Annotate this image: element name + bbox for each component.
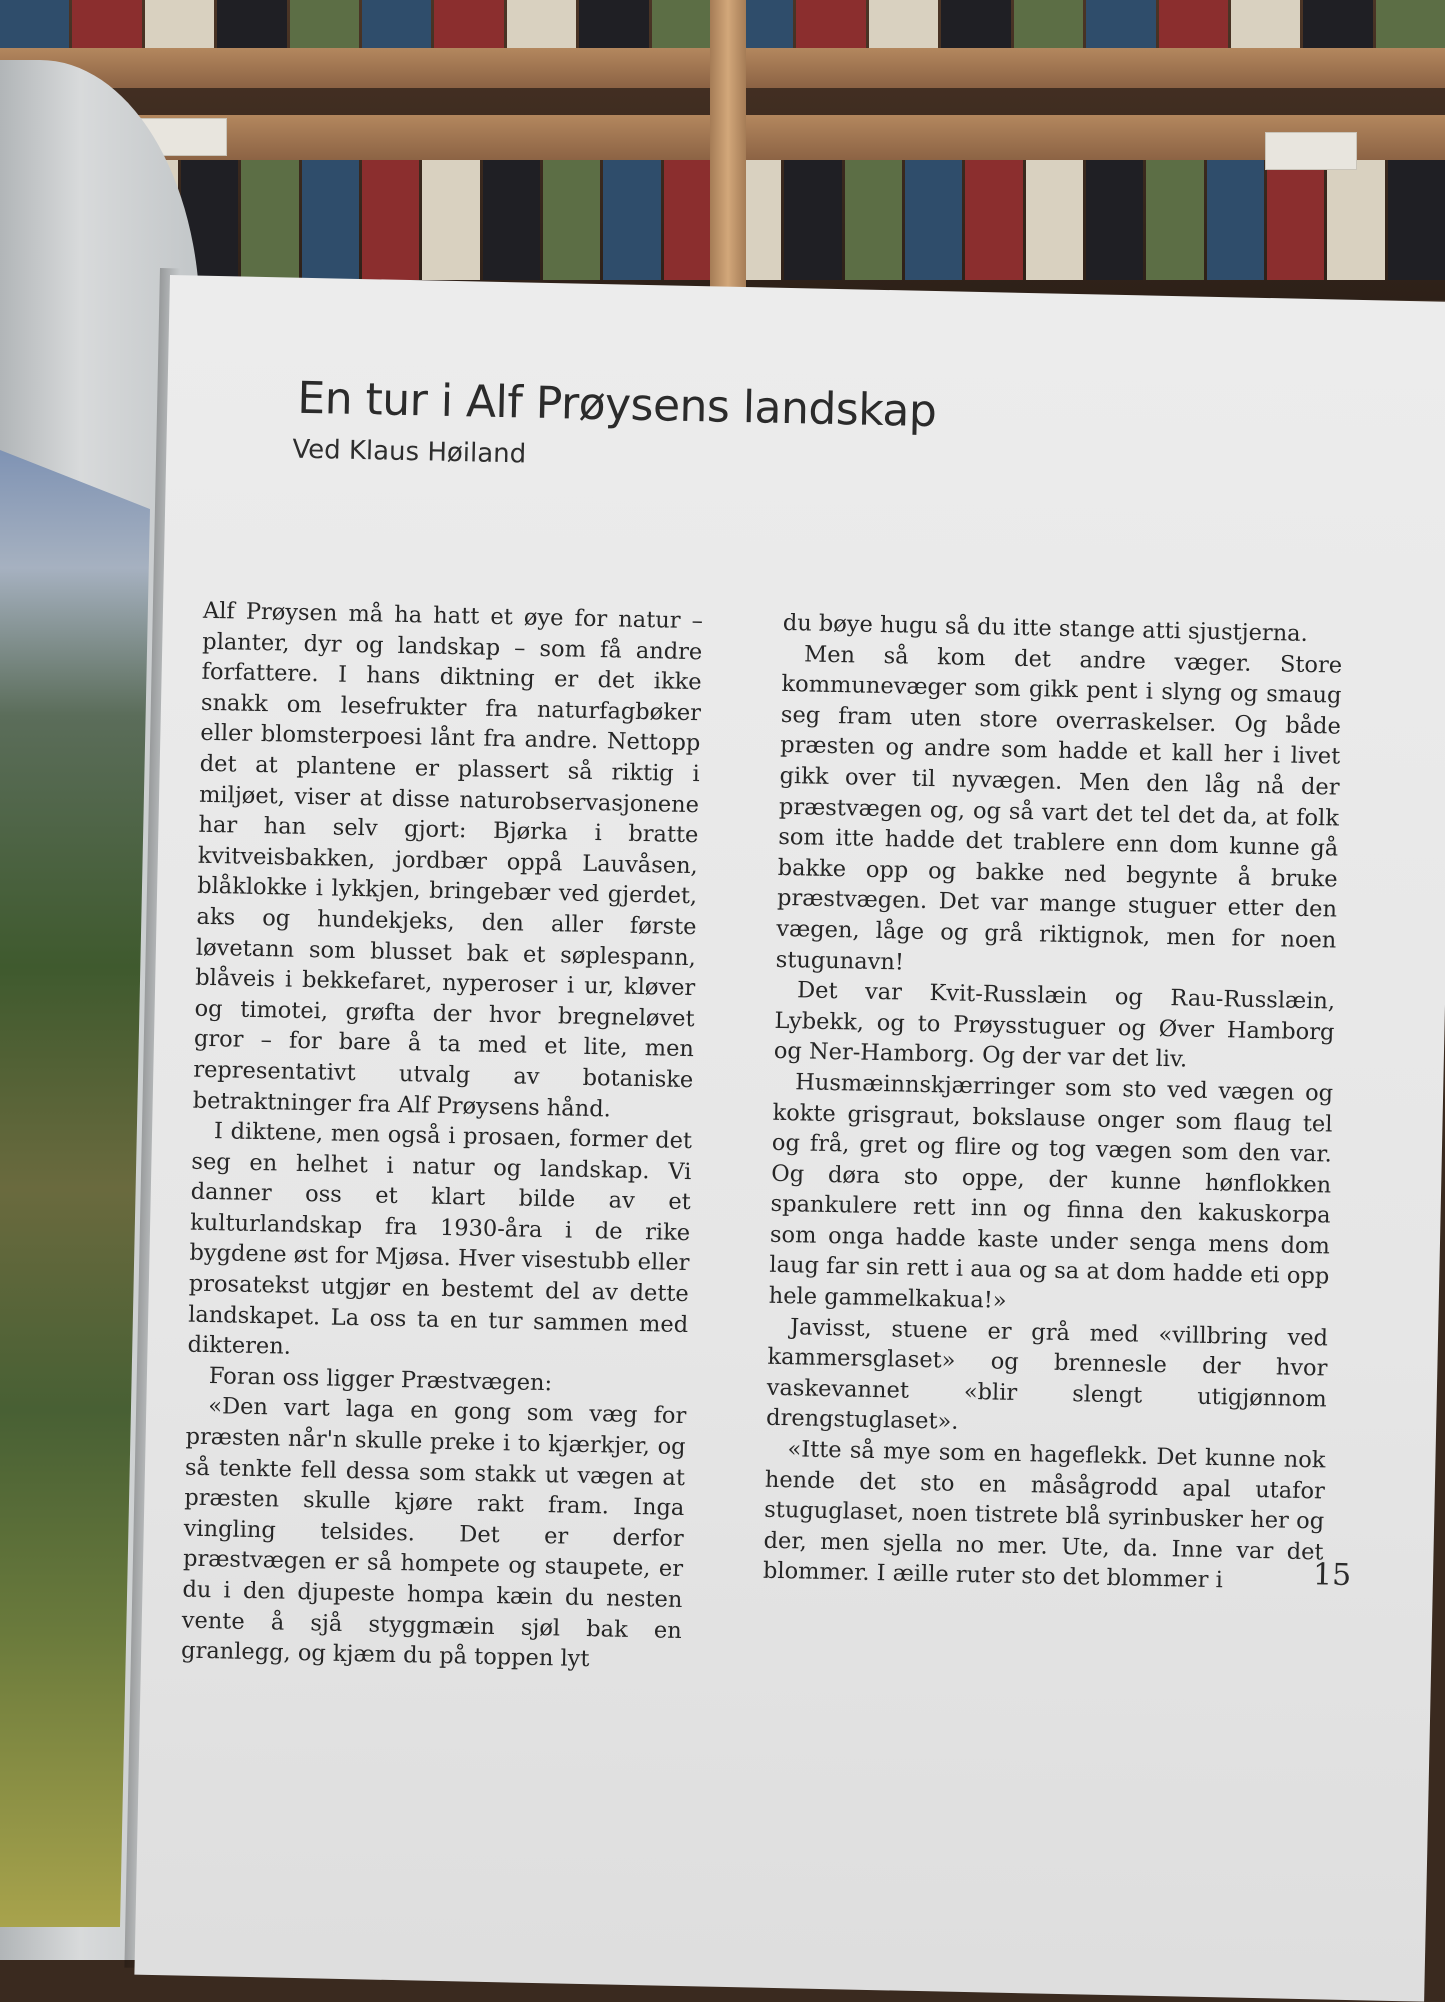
article-byline: Ved Klaus Høiland — [292, 434, 527, 470]
paragraph: Husmæinnskjærringer som sto ved vægen og kokte grisgraut, bokslause onger som flaug tel og frå, gret og flire og tog vægen som den var. Og døra sto oppe, der kunne hønflokken spankulere rett inn og finna den kakuskorpa som onga hadde kaste under senga mens dom laug far sin rett i aua og sa at dom hadde eti opp hele gammelkakua!» — [768, 1069, 1334, 1314]
paragraph: Alf Prøysen må ha hatt et øye for natur – planter, dyr og landskap – som få andre forfattere. I hans diktning er det ikke snakk om lesefrukter fra naturfagbøker eller blomsterpoesi lånt fra andre. Nettopp det at plantene er plassert så riktig i miljøet, viser at disse naturobservasjonene har han selv gjort: Bjørka i bratte kvitveisbakken, jordbær oppå Lauvåsen, blåklokke i lykkjen, bringebær ved gjerdet, aks og hundekjeks, den aller første løvetann som blusset bak et søplespann, blåveis i bekkefaret, nyperoser i ur, kløver og timotei, grøfta der hvor bregneløvet gror – for bare å ta med et lite, men representativt utvalg av botaniske betraktninger fra Alf Prøysens hånd. — [192, 597, 704, 1122]
book-page — [134, 275, 1445, 2002]
paragraph: Javisst, stuene er grå med «villbring ved kammersglaset» og brennesle der hvor vaskevannet «blir slengt utigjønnom drengstuglaset». — [765, 1313, 1329, 1436]
page-number: 15 — [1312, 1557, 1352, 1594]
paragraph: Det var Kvit-Russlæin og Rau-Russlæin, Lybekk, og to Prøysstuguer og Øver Hamborg og Ner-Hamborg. Og der var det liv. — [773, 977, 1336, 1073]
paragraph: du bøye hugu så du itte stange atti sjustjerna. — [782, 609, 1309, 647]
shelf-post — [710, 0, 746, 290]
paragraph: «Den vart laga en gong som væg for præsten når'n skulle preke i to kjærkjer, og så tenkte fell dessa som stakk ut vægen at præsten skulle kjøre rakt fram. Inga vingling telsides. Det er derfor præstvægen er så hompete og staupete, er du i den djupeste hompa kæin du nesten vente å sjå styggmæin sjøl bak en granlegg, og kjæm du på toppen lyt — [180, 1393, 687, 1673]
text-column-left — [181, 596, 703, 1677]
paragraph: Men så kom det andre væger. Store kommunevæger som gikk pent i slyng og smaug seg fram uten store overraskelser. Og både præsten og andre som hadde et kall her i livet gikk over til nyvægen. Men den låg nå der præstvægen og, og så vart det tel det da, at folk som itte hadde det trablere enn dom kunne gå bakke opp og bakke ned begynte å bruke præstvægen. Det var mange stuguer etter den vægen, låge og grå riktignok, men for noen stugunavn! — [775, 640, 1343, 976]
shelf-label-right — [1265, 132, 1357, 170]
paragraph: I diktene, men også i prosaen, former det seg en helhet i natur og landskap. Vi danner oss et klart bilde av et kulturlandskap fra 1930-åra i de rike bygdene øst for Mjøsa. Hver visestubb eller prosatekst utgjør en bestemt del av dette landskapet. La oss ta en tur sammen med dikteren. — [187, 1118, 693, 1361]
paragraph: «Itte så mye som en hageflekk. Det kunne nok hende det sto en måsågrodd apal utafor stuguglaset, noen tistrete blå syrinbusker her og der, men sjella no mer. Ute, da. Inne var det blommer. I æille ruter sto det blommer i — [762, 1436, 1326, 1594]
article-title: En tur i Alf Prøysens landskap — [296, 372, 937, 438]
bookshelf-background — [0, 0, 1445, 300]
paragraph: Foran oss ligger Præstvægen: — [208, 1362, 553, 1397]
text-column-right — [763, 608, 1343, 1599]
